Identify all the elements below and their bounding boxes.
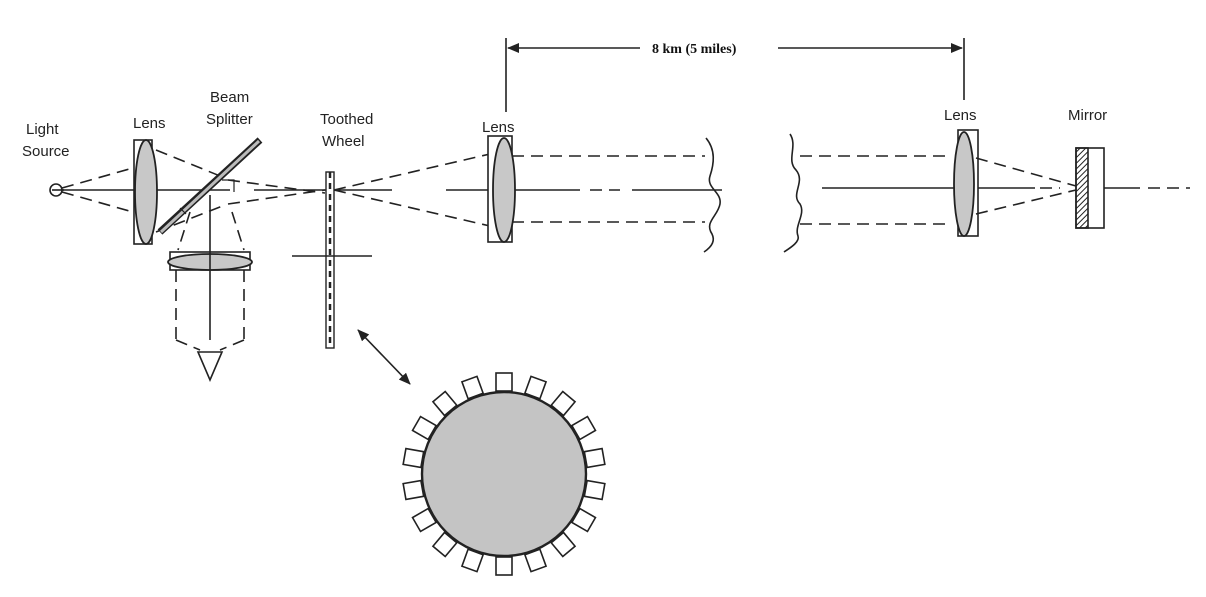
wheel-tooth	[403, 481, 424, 500]
lens-right	[954, 130, 978, 236]
wheel-tooth	[584, 449, 605, 468]
wheel-tooth	[403, 449, 424, 468]
break-mark-right	[784, 134, 802, 252]
wheel-disc	[422, 392, 586, 556]
light-source	[50, 184, 64, 196]
toothed-wheel-label-line1: Toothed	[320, 111, 374, 128]
wheel-tooth	[496, 557, 512, 575]
lens-left-label: Lens	[133, 115, 166, 132]
lens-right-label: Lens	[944, 107, 977, 124]
mirror	[1076, 148, 1104, 228]
lens-mid-label: Lens	[482, 119, 515, 136]
wheel-tooth	[584, 481, 605, 500]
lens-left	[134, 140, 157, 244]
beam-splitter-label-line2: Splitter	[206, 111, 253, 128]
distance-marker	[506, 38, 964, 112]
distance-label: 8 km (5 miles)	[652, 42, 737, 57]
break-mark-left	[704, 138, 720, 252]
mirror-label: Mirror	[1068, 107, 1108, 124]
toothed-wheel-side	[292, 172, 372, 348]
beam-splitter-label-line1: Beam	[210, 89, 250, 106]
eye-icon	[198, 352, 222, 380]
toothed-wheel-label-line2: Wheel	[322, 133, 365, 150]
toothed-wheel-front	[403, 373, 605, 575]
light-source-label-line1: Light	[26, 121, 59, 138]
double-arrow	[358, 330, 410, 384]
light-source-label-line2: Source	[22, 143, 70, 160]
wheel-tooth	[496, 373, 512, 391]
lens-mid	[488, 136, 515, 242]
